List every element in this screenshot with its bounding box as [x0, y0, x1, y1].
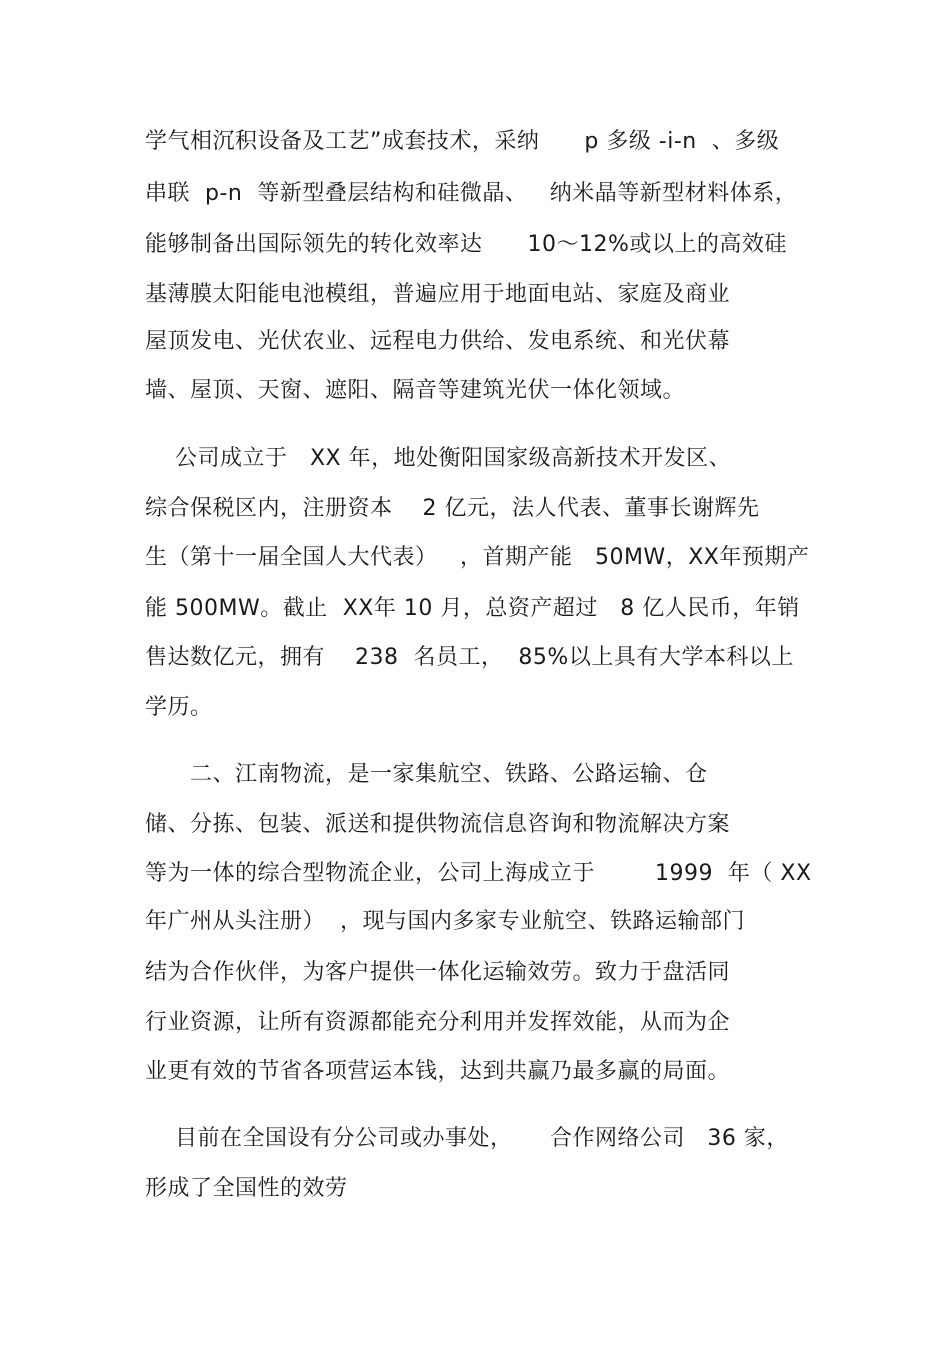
- paragraph-3-line-7: 业更有效的节省各项营运本钱，达到共赢乃最多赢的局面。: [145, 1059, 731, 1084]
- paragraph-4-line-2: 形成了全国性的效劳: [145, 1176, 348, 1201]
- paragraph-3-line-4: 年广州从头注册） ，现与国内多家专业航空、铁路运输部门: [145, 909, 745, 934]
- paragraph-3-line-3: 等为一体的综合型物流企业，公司上海成立于 1999 年（ XX: [145, 861, 812, 886]
- paragraph-2-line-4: 能 500MW。截止 XX年 10 月，总资产超过 8 亿人民币，年销: [145, 596, 800, 621]
- paragraph-2-line-6: 学历。: [145, 695, 213, 720]
- paragraph-2-line-3: 生（第十一届全国人大代表） ，首期产能 50MW，XX年预期产: [145, 545, 810, 570]
- paragraph-2-line-5: 售达数亿元，拥有 238 名员工， 85%以上具有大学本科以上: [145, 645, 794, 670]
- paragraph-1-line-5: 屋顶发电、光伏农业、远程电力供给、发电系统、和光伏幕: [145, 329, 731, 354]
- paragraph-1-line-4: 基薄膜太阳能电池模组，普遍应用于地面电站、家庭及商业: [145, 282, 731, 307]
- paragraph-2-line-2: 综合保税区内，注册资本 2 亿元，法人代表、董事长谢辉先: [145, 496, 760, 521]
- paragraph-1-line-2: 串联 p-n 等新型叠层结构和硅微晶、 纳米晶等新型材料体系，: [145, 181, 798, 206]
- paragraph-1-line-6: 墙、屋顶、天窗、遮阳、隔音等建筑光伏一体化领域。: [145, 378, 686, 403]
- paragraph-3-line-1: 二、江南物流，是一家集航空、铁路、公路运输、仓: [145, 762, 708, 787]
- paragraph-2-line-1: 公司成立于 XX 年，地处衡阳国家级高新技术开发区、: [145, 446, 732, 471]
- paragraph-3-line-2: 储、分拣、包装、派送和提供物流信息咨询和物流解决方案: [145, 812, 731, 837]
- paragraph-3-line-5: 结为合作伙伴，为客户提供一体化运输效劳。致力于盘活同: [145, 960, 731, 985]
- paragraph-4-line-1: 目前在全国设有分公司或办事处， 合作网络公司 36 家，: [145, 1126, 789, 1151]
- paragraph-3-line-6: 行业资源，让所有资源都能充分利用并发挥效能，从而为企: [145, 1010, 731, 1035]
- paragraph-1-line-3: 能够制备出国际领先的转化效率达 10～12%或以上的高效硅: [145, 232, 787, 257]
- paragraph-1-line-1: 学气相沉积设备及工艺”成套技术，采纳 p 多级 -i-n 、多级: [145, 129, 780, 154]
